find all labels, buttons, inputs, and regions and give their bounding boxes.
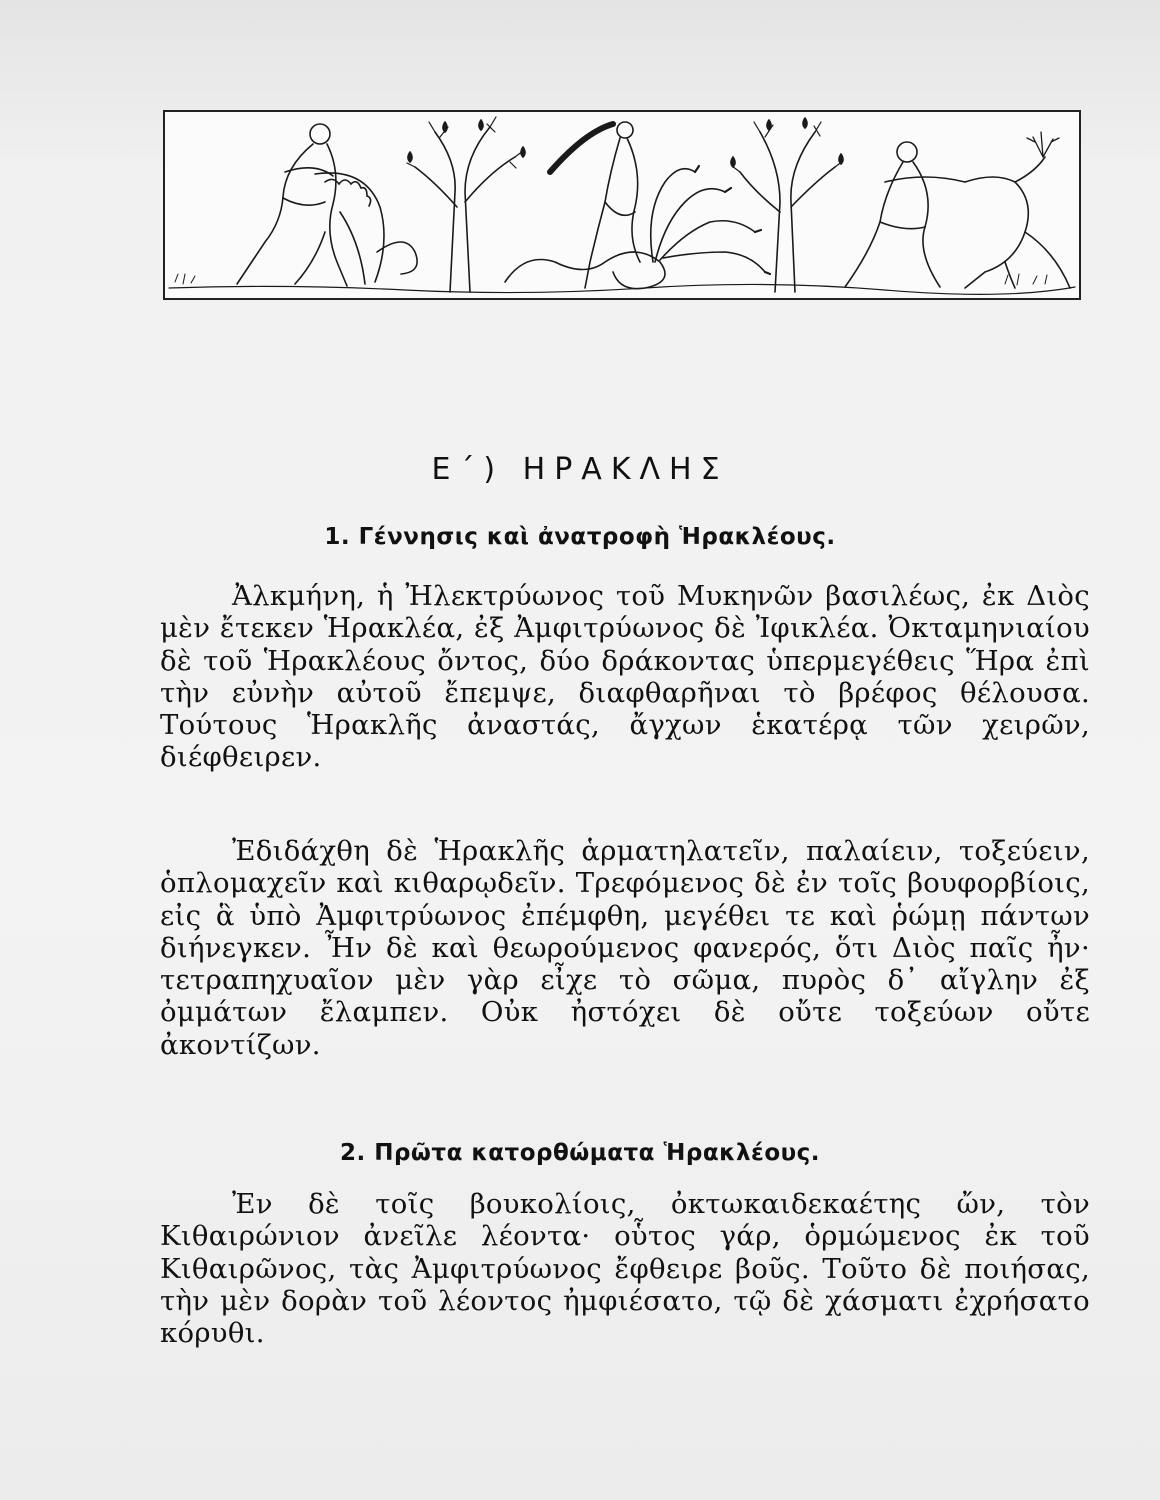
hero-fighting-hydra-figure	[505, 122, 770, 289]
section-heading-1: 1. Γέννησις καὶ ἀνατροφὴ Ἡρακλέους.	[324, 524, 836, 550]
paragraph-3: Ἐν δὲ τοῖς βουκολίοις, ὀκτωκαιδεκαέτης ὤν, τὸν Κιθαιρώνιον ἀνεῖλε λέοντα· οὗτος γάρ, ὁρμώμενος ἐκ τοῦ Κιθαιρῶνος, τὰς Ἀμφιτρύωνος ἔφθειρε βοῦς. Τοῦτο δὲ ποιήσας, τὴν μὲν δορὰν τοῦ λέοντος ἠμφιέσατο, τῷ δὲ χάσματι ἐχρήσατο κόρυθι.	[160, 1188, 1090, 1350]
tree-right-figure	[731, 118, 843, 292]
section-heading-2: 2. Πρῶτα κατορθώματα Ἡρακλέους.	[339, 1140, 821, 1166]
hero-with-hind-figure	[845, 132, 1070, 288]
hercules-labours-frieze-illustration	[163, 110, 1081, 300]
hero-wrestling-lion-figure	[237, 124, 417, 286]
paragraph-2: Ἐδιδάχθη δὲ Ἡρακλῆς ἁρματηλατεῖν, παλαίειν, τοξεύειν, ὁπλομαχεῖν καὶ κιθαρῳδεῖν. Τρεφόμενος δὲ ἐν τοῖς βουφορβίοις, εἰς ἃ ὑπὸ Ἀμφιτρύωνος ἐπέμφθη, μεγέθει τε καὶ ῥώμῃ πάντων διήνεγκεν. Ἦν δὲ καὶ θεωρούμενος φανερός, ὅτι Διὸς παῖς ἦν· τετραπηχυαῖον μὲν γὰρ εἶχε τὸ σῶμα, πυρὸς δ᾽ αἴγλην ἐξ ὀμμάτων ἔλαμπεν. Οὐκ ἠστόχει δὲ οὔτε τοξεύων οὔτε ἀκοντίζων.	[160, 835, 1090, 1061]
paragraph-1: Ἀλκμήνη, ἡ Ἠλεκτρύωνος τοῦ Μυκηνῶν βασιλέως, ἐκ Διὸς μὲν ἔτεκεν Ἡρακλέα, ἐξ Ἀμφιτρύωνος δὲ Ἰφικλέα. Ὀκταμηνιαίου δὲ τοῦ Ἡρακλέους ὄντος, δύο δράκοντας ὑπερμεγέθεις Ἥρα ἐπὶ τὴν εὐνὴν αὐτοῦ ἔπεμψε, διαφθαρῆναι τὸ βρέφος θέλουσα. Τούτους Ἡρακλῆς ἀναστάς, ἄγχων ἑκατέρᾳ τῶν χειρῶν, διέφθειρεν.	[160, 580, 1090, 774]
chapter-title: Ε΄) ΗΡΑΚΛΗΣ	[431, 452, 729, 487]
tree-left-figure	[407, 117, 525, 292]
